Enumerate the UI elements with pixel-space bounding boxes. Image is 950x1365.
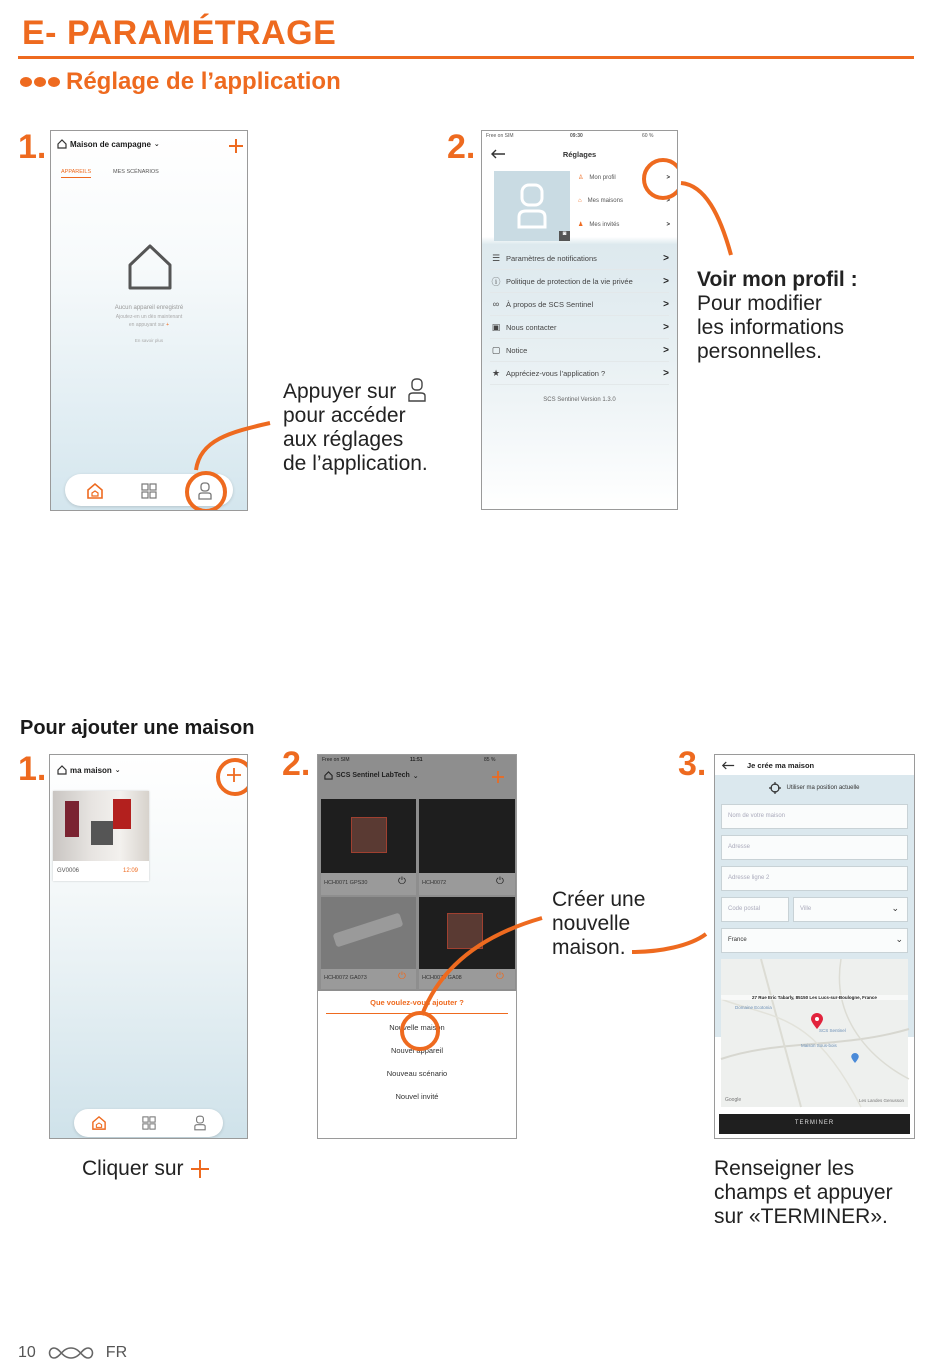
caption-text: Appuyer sur: [283, 380, 397, 403]
power-icon[interactable]: ⏻: [496, 971, 504, 982]
caption-line: Renseigner les: [714, 1157, 855, 1180]
position-label: Utiliser ma position actuelle: [786, 785, 860, 791]
map-address: 27 Rue Eric Tabarly, 85150 Les Lucs-sur-Boulogne, France: [721, 995, 908, 1000]
logo-icon: ∞: [492, 299, 500, 309]
row-label: À propos de SCS Sentinel: [506, 299, 594, 309]
map-attribution: Google: [725, 1097, 742, 1103]
map-label: Domaine Ecotonia: [735, 1005, 772, 1010]
device-time: 12:09: [123, 868, 139, 874]
brand-logo-icon: [46, 1345, 96, 1361]
device-label: HCH0072 GA073: [321, 969, 416, 989]
house-icon: ⌂: [578, 198, 582, 204]
status-time: 11:51: [410, 757, 423, 763]
chevron-right-icon: >: [666, 198, 670, 204]
chevron-right-icon: >: [663, 252, 669, 264]
city-field[interactable]: [793, 897, 908, 922]
row-label: Mes maisons: [587, 198, 623, 204]
power-icon[interactable]: ⏻: [398, 971, 406, 982]
power-icon[interactable]: ⏻: [496, 876, 504, 887]
home-name: Maison de campagne: [70, 139, 151, 149]
home-name: ma maison: [70, 765, 112, 775]
learn-more-link[interactable]: En savoir plus: [134, 338, 164, 343]
map-view[interactable]: [721, 959, 908, 1107]
chevron-down-icon: ⌄: [891, 903, 899, 913]
guests-icon: ♟: [578, 222, 584, 228]
subtitle-text: Réglage de l’application: [66, 68, 341, 95]
version-text: SCS Sentinel Version 1.3.0: [543, 397, 616, 403]
map-roads: [721, 959, 909, 1107]
caption-line: aux réglages: [283, 428, 404, 451]
chevron-down-icon: ⌄: [412, 772, 419, 780]
step-number: 2.: [282, 745, 311, 783]
caption-line: de l’application.: [283, 452, 428, 475]
menu-title: Que voulez-vous ajouter ?: [370, 998, 464, 1007]
plus-icon: +: [166, 322, 170, 328]
tab-scenarios[interactable]: MES SCÉNARIOS: [113, 169, 159, 175]
row-label: Nous contacter: [506, 322, 557, 332]
tab-devices[interactable]: APPAREILS: [61, 169, 91, 178]
screen-title: Je crée ma maison: [747, 760, 815, 770]
caption-title: Voir mon profil :: [697, 268, 858, 291]
empty-line3-text: en appuyant sur: [128, 322, 165, 328]
finish-button[interactable]: TERMINER: [719, 1114, 910, 1134]
caption-line: personnelles.: [697, 340, 822, 363]
info-icon: ⓘ: [491, 276, 501, 287]
chevron-right-icon: >: [663, 344, 669, 356]
document-icon: ▢: [491, 344, 501, 355]
bottom-step2-caption: [552, 888, 645, 960]
row-label: Paramètres de notifications: [506, 253, 597, 263]
country-select[interactable]: [721, 928, 908, 953]
use-location-button[interactable]: [715, 782, 914, 794]
phone-screen-create-home: [714, 754, 915, 1139]
chevron-down-icon: ⌄: [153, 141, 160, 148]
target-icon: [769, 782, 781, 794]
empty-line2: Ajoutez-en un dès maintenant: [115, 314, 183, 320]
chevron-right-icon: >: [666, 221, 670, 228]
section-title: Pour ajouter une maison: [20, 717, 255, 739]
caption-line: pour accéder: [283, 404, 406, 427]
menu-item-new-home[interactable]: Nouvelle maison: [389, 1023, 445, 1032]
device-label: HCH0071 GPS30: [321, 873, 416, 895]
caption-line: les informations: [697, 316, 845, 339]
empty-title: Aucun appareil enregistré: [114, 305, 184, 311]
row-label: Appréciez-vous l’application ?: [506, 368, 606, 378]
language-code: FR: [105, 1344, 128, 1361]
chevron-down-icon: ⌄: [114, 767, 121, 774]
field-placeholder: Ville: [800, 906, 812, 912]
row-label: Mes invités: [589, 221, 620, 228]
caption-line: Créer une: [552, 888, 646, 911]
address-line2-field[interactable]: Adresse ligne 2: [721, 866, 908, 891]
map-label: SCS Sentinel: [819, 1028, 846, 1033]
caption-text: Cliquer sur: [82, 1157, 184, 1180]
chevron-right-icon: >: [663, 321, 669, 333]
caption-line: champs et appuyer: [714, 1181, 893, 1204]
status-battery: 85 %: [484, 757, 496, 763]
map-pin-icon: [851, 1053, 859, 1063]
home-name-field[interactable]: Nom de votre maison: [721, 804, 908, 829]
caption-line: maison.: [552, 936, 626, 959]
row-label: Mon profil: [589, 174, 616, 181]
caption-line: Pour modifier: [697, 292, 822, 315]
power-icon[interactable]: ⏻: [398, 876, 406, 887]
country-value: France: [728, 937, 747, 943]
chevron-right-icon: >: [663, 367, 669, 379]
caption-line: nouvelle: [552, 912, 631, 935]
page-title: E- PARAMÉTRAGE: [22, 14, 337, 52]
step-number: 1.: [18, 750, 47, 788]
postal-code-field[interactable]: Code postal: [721, 897, 789, 922]
map-label: Maison Sous-bois: [801, 1043, 837, 1048]
menu-item-new-scenario[interactable]: Nouveau scénario: [386, 1069, 448, 1078]
status-battery: 60 %: [642, 133, 654, 139]
row-label: Notice: [506, 345, 528, 355]
user-icon: ♙: [578, 175, 584, 181]
camera-icon[interactable]: ◙: [559, 231, 570, 241]
screen-header: [715, 755, 914, 775]
contact-icon: ▣: [491, 321, 501, 332]
menu-item-new-device[interactable]: Nouvel appareil: [390, 1046, 444, 1055]
map-place: Les Landes Genusson: [858, 1098, 904, 1103]
step-number: 2.: [447, 128, 476, 166]
page-number: 10: [18, 1344, 36, 1361]
screen-title: Réglages: [562, 150, 597, 159]
chevron-right-icon: >: [663, 275, 669, 287]
status-carrier: Free on SIM: [322, 757, 350, 763]
device-label: HCH0074 GA08: [419, 969, 515, 989]
back-arrow-icon[interactable]: [721, 761, 735, 770]
sliders-icon: ☰: [491, 252, 501, 263]
address-field[interactable]: Adresse: [721, 835, 908, 860]
menu-item-new-guest[interactable]: Nouvel invité: [395, 1092, 439, 1101]
step-number: 3.: [678, 745, 707, 783]
step-number: 1.: [18, 128, 47, 166]
row-label: Politique de protection de la vie privée: [506, 276, 633, 286]
device-name: GV0006: [57, 868, 80, 874]
device-label: HCH0072: [419, 873, 515, 895]
star-icon: ★: [491, 367, 501, 378]
map-pin-icon: [811, 1013, 823, 1029]
footer: [18, 1344, 127, 1362]
bottom-step3-caption: [714, 1157, 893, 1229]
chevron-down-icon: ⌄: [895, 934, 903, 944]
chevron-right-icon: >: [666, 174, 670, 181]
caption-line: sur «TERMINER».: [714, 1205, 888, 1228]
home-name: SCS Sentinel LabTech: [336, 772, 410, 779]
chevron-right-icon: >: [663, 298, 669, 310]
status-carrier: Free on SIM: [486, 133, 514, 139]
status-time: 09:30: [570, 133, 583, 139]
